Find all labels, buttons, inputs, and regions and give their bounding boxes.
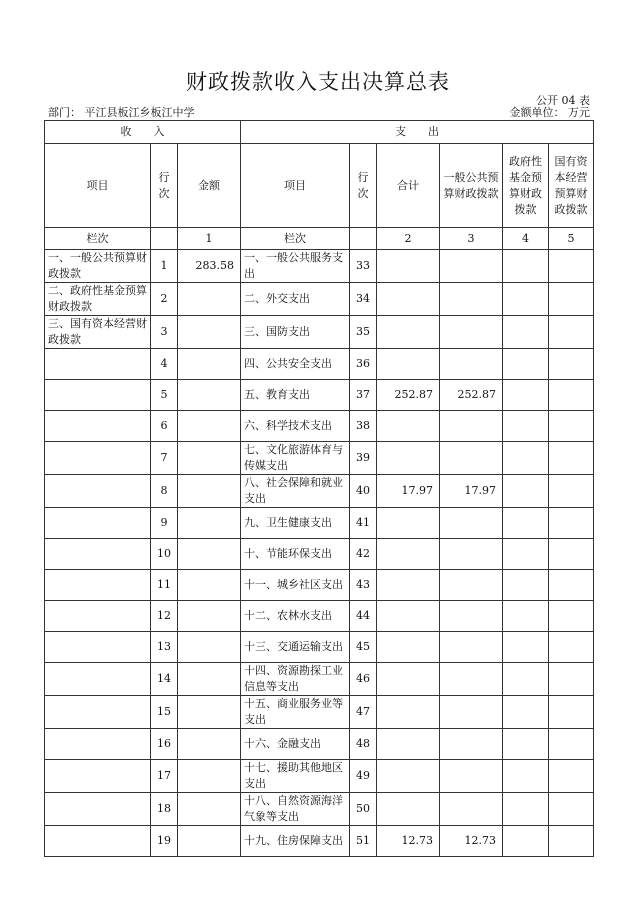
table-row: [45, 380, 594, 411]
income-item-cell: [45, 442, 151, 475]
total-cell: [377, 250, 440, 283]
general-budget-cell: [440, 632, 503, 663]
state-capital-cell: [549, 632, 594, 663]
department-label: 部门： 平江县板江乡板江中学: [48, 106, 195, 119]
unit-label: 金额单位： 万元: [509, 106, 590, 119]
state-capital-cell: [549, 380, 594, 411]
gov-fund-cell: [503, 411, 549, 442]
expense-item-cell: 一、一般公共服务支出: [241, 250, 350, 283]
income-amount-cell: [178, 696, 241, 729]
expense-row-no-header: 行次: [350, 144, 377, 228]
income-row-no-cell: 12: [151, 601, 178, 632]
table-row: [45, 632, 594, 663]
total-cell: [377, 570, 440, 601]
total-cell: [377, 760, 440, 793]
state-capital-cell: [549, 663, 594, 696]
expense-row-no-cell: 36: [350, 349, 377, 380]
expense-header: 支 出: [241, 121, 594, 144]
table-row: [45, 760, 594, 793]
expense-item-cell: 二、外交支出: [241, 283, 350, 316]
table-row: [45, 793, 594, 826]
gov-fund-cell: [503, 760, 549, 793]
budget-table: [44, 120, 594, 857]
income-item-cell: [45, 632, 151, 663]
income-row-no-cell: 6: [151, 411, 178, 442]
income-row-no-cell: 18: [151, 793, 178, 826]
expense-item-cell: 十八、自然资源海洋气象等支出: [241, 793, 350, 826]
total-cell: 252.87: [377, 380, 440, 411]
state-capital-cell: [549, 826, 594, 857]
expense-item-cell: 五、教育支出: [241, 380, 350, 411]
expense-item-cell: 十、节能环保支出: [241, 539, 350, 570]
general-budget-cell: 17.97: [440, 475, 503, 508]
income-amount-cell: [178, 539, 241, 570]
gov-fund-cell: [503, 380, 549, 411]
expense-row-no-cell: 34: [350, 283, 377, 316]
income-item-cell: [45, 793, 151, 826]
income-header: 收 入: [45, 121, 241, 144]
income-item-cell: [45, 760, 151, 793]
income-item-cell: [45, 349, 151, 380]
gov-fund-cell: [503, 508, 549, 539]
table-row: [45, 570, 594, 601]
gov-fund-cell: [503, 826, 549, 857]
income-item-cell: [45, 411, 151, 442]
income-row-no-cell: 8: [151, 475, 178, 508]
expense-item-cell: 八、社会保障和就业支出: [241, 475, 350, 508]
state-capital-header: 国有资本经营预算财政拨款: [549, 144, 594, 228]
income-amount-cell: [178, 729, 241, 760]
state-capital-cell: [549, 316, 594, 349]
total-cell: [377, 601, 440, 632]
income-row-no-cell: 19: [151, 826, 178, 857]
income-row-no-cell: 7: [151, 442, 178, 475]
general-budget-cell: 252.87: [440, 380, 503, 411]
expense-item-cell: 三、国防支出: [241, 316, 350, 349]
income-item-cell: 二、政府性基金预算财政拨款: [45, 283, 151, 316]
state-capital-cell: [549, 283, 594, 316]
gov-fund-cell: [503, 729, 549, 760]
income-amount-cell: [178, 475, 241, 508]
expense-row-no-cell: 42: [350, 539, 377, 570]
table-row: [45, 663, 594, 696]
income-item-cell: [45, 380, 151, 411]
table-row: [45, 349, 594, 380]
gov-fund-cell: [503, 793, 549, 826]
income-amount-cell: [178, 601, 241, 632]
gov-fund-cell: [503, 250, 549, 283]
expense-row-no-cell: 43: [350, 570, 377, 601]
general-budget-cell: 12.73: [440, 826, 503, 857]
general-budget-cell: [440, 539, 503, 570]
total-cell: [377, 632, 440, 663]
income-row-no-cell: 10: [151, 539, 178, 570]
table-row: [45, 250, 594, 283]
table-row: [45, 826, 594, 857]
income-amount-cell: [178, 632, 241, 663]
expense-row-no-cell: 39: [350, 442, 377, 475]
general-budget-cell: [440, 250, 503, 283]
page-title: 财政拨款收入支出决算总表: [186, 70, 450, 94]
income-amount-cell: 283.58: [178, 250, 241, 283]
col-number-4: 4: [503, 228, 549, 250]
state-capital-cell: [549, 570, 594, 601]
gov-fund-cell: [503, 696, 549, 729]
expense-row-no-cell: 38: [350, 411, 377, 442]
income-col-label: 栏次: [45, 228, 151, 250]
total-cell: [377, 442, 440, 475]
gov-fund-cell: [503, 663, 549, 696]
expense-item-cell: 十二、农林水支出: [241, 601, 350, 632]
income-item-cell: [45, 539, 151, 570]
state-capital-cell: [549, 793, 594, 826]
state-capital-cell: [549, 349, 594, 380]
general-budget-cell: [440, 411, 503, 442]
general-budget-cell: [440, 760, 503, 793]
state-capital-cell: [549, 250, 594, 283]
income-amount-cell: [178, 380, 241, 411]
general-budget-cell: [440, 663, 503, 696]
state-capital-cell: [549, 442, 594, 475]
general-budget-cell: [440, 283, 503, 316]
expense-row-no-cell: 37: [350, 380, 377, 411]
gov-fund-header: 政府性基金预算财政拨款: [503, 144, 549, 228]
general-budget-cell: [440, 349, 503, 380]
expense-item-cell: 七、文化旅游体育与传媒支出: [241, 442, 350, 475]
total-cell: [377, 411, 440, 442]
income-amount-cell: [178, 570, 241, 601]
expense-row-no-cell: 48: [350, 729, 377, 760]
total-cell: [377, 793, 440, 826]
state-capital-cell: [549, 475, 594, 508]
expense-item-header: 项目: [241, 144, 350, 228]
expense-item-cell: 十五、商业服务业等支出: [241, 696, 350, 729]
table-row: [45, 539, 594, 570]
total-cell: [377, 283, 440, 316]
income-amount-cell: [178, 411, 241, 442]
total-header: 合计: [377, 144, 440, 228]
total-cell: [377, 729, 440, 760]
gov-fund-cell: [503, 632, 549, 663]
empty-cell: [350, 228, 377, 250]
general-budget-cell: [440, 508, 503, 539]
state-capital-cell: [549, 760, 594, 793]
col-number-2: 2: [377, 228, 440, 250]
expense-item-cell: 十四、资源勘探工业信息等支出: [241, 663, 350, 696]
table-row: [45, 601, 594, 632]
state-capital-cell: [549, 539, 594, 570]
income-amount-cell: [178, 826, 241, 857]
expense-item-cell: 六、科学技术支出: [241, 411, 350, 442]
total-cell: [377, 539, 440, 570]
col-number-5: 5: [549, 228, 594, 250]
general-budget-cell: [440, 601, 503, 632]
table-row: [45, 729, 594, 760]
state-capital-cell: [549, 729, 594, 760]
income-item-cell: [45, 475, 151, 508]
income-row-no-cell: 2: [151, 283, 178, 316]
expense-row-no-cell: 44: [350, 601, 377, 632]
gov-fund-cell: [503, 283, 549, 316]
expense-item-cell: 九、卫生健康支出: [241, 508, 350, 539]
income-row-no-cell: 3: [151, 316, 178, 349]
income-row-no-cell: 9: [151, 508, 178, 539]
income-item-cell: [45, 663, 151, 696]
form-code: 公开 04 表: [536, 94, 590, 107]
expense-row-no-cell: 40: [350, 475, 377, 508]
expense-row-no-cell: 45: [350, 632, 377, 663]
income-amount-cell: [178, 316, 241, 349]
state-capital-cell: [549, 508, 594, 539]
general-budget-cell: [440, 570, 503, 601]
income-row-no-cell: 16: [151, 729, 178, 760]
total-cell: [377, 349, 440, 380]
table-row: [45, 696, 594, 729]
income-item-cell: 三、国有资本经营财政拨款: [45, 316, 151, 349]
table-row: [45, 508, 594, 539]
expense-row-no-cell: 50: [350, 793, 377, 826]
income-item-cell: [45, 508, 151, 539]
gov-fund-cell: [503, 570, 549, 601]
income-amount-cell: [178, 283, 241, 316]
expense-col-label: 栏次: [241, 228, 350, 250]
expense-row-no-cell: 35: [350, 316, 377, 349]
state-capital-cell: [549, 411, 594, 442]
income-row-no-cell: 13: [151, 632, 178, 663]
general-budget-cell: [440, 442, 503, 475]
income-amount-cell: [178, 442, 241, 475]
income-amount-cell: [178, 793, 241, 826]
income-amount-cell: [178, 760, 241, 793]
expense-item-cell: 十一、城乡社区支出: [241, 570, 350, 601]
income-row-no-cell: 17: [151, 760, 178, 793]
total-cell: [377, 316, 440, 349]
expense-item-cell: 十六、金融支出: [241, 729, 350, 760]
expense-row-no-cell: 46: [350, 663, 377, 696]
income-item-cell: [45, 570, 151, 601]
income-item-cell: [45, 696, 151, 729]
expense-row-no-cell: 49: [350, 760, 377, 793]
expense-item-cell: 十九、住房保障支出: [241, 826, 350, 857]
expense-row-no-cell: 41: [350, 508, 377, 539]
total-cell: 12.73: [377, 826, 440, 857]
income-item-header: 项目: [45, 144, 151, 228]
state-capital-cell: [549, 696, 594, 729]
table-row: [45, 411, 594, 442]
expense-item-cell: 十三、交通运输支出: [241, 632, 350, 663]
table-row: [45, 475, 594, 508]
total-cell: 17.97: [377, 475, 440, 508]
general-budget-header: 一般公共预算财政拨款: [440, 144, 503, 228]
gov-fund-cell: [503, 539, 549, 570]
table-row: [45, 316, 594, 349]
state-capital-cell: [549, 601, 594, 632]
gov-fund-cell: [503, 349, 549, 380]
general-budget-cell: [440, 316, 503, 349]
total-cell: [377, 696, 440, 729]
general-budget-cell: [440, 696, 503, 729]
income-item-cell: 一、一般公共预算财政拨款: [45, 250, 151, 283]
income-amount-header: 金额: [178, 144, 241, 228]
general-budget-cell: [440, 793, 503, 826]
general-budget-cell: [440, 729, 503, 760]
expense-row-no-cell: 47: [350, 696, 377, 729]
income-row-no-cell: 1: [151, 250, 178, 283]
empty-cell: [151, 228, 178, 250]
income-row-no-cell: 14: [151, 663, 178, 696]
col-number-3: 3: [440, 228, 503, 250]
expense-row-no-cell: 51: [350, 826, 377, 857]
expense-row-no-cell: 33: [350, 250, 377, 283]
income-item-cell: [45, 729, 151, 760]
income-row-no-cell: 11: [151, 570, 178, 601]
gov-fund-cell: [503, 442, 549, 475]
table-row: [45, 442, 594, 475]
income-row-no-cell: 15: [151, 696, 178, 729]
total-cell: [377, 663, 440, 696]
income-amount-cell: [178, 349, 241, 380]
gov-fund-cell: [503, 316, 549, 349]
income-row-no-cell: 4: [151, 349, 178, 380]
income-item-cell: [45, 826, 151, 857]
table-row: [45, 283, 594, 316]
income-row-no-header: 行次: [151, 144, 178, 228]
income-row-no-cell: 5: [151, 380, 178, 411]
gov-fund-cell: [503, 601, 549, 632]
col-number-1: 1: [178, 228, 241, 250]
income-amount-cell: [178, 508, 241, 539]
total-cell: [377, 508, 440, 539]
expense-item-cell: 十七、援助其他地区支出: [241, 760, 350, 793]
gov-fund-cell: [503, 475, 549, 508]
income-item-cell: [45, 601, 151, 632]
expense-item-cell: 四、公共安全支出: [241, 349, 350, 380]
income-amount-cell: [178, 663, 241, 696]
